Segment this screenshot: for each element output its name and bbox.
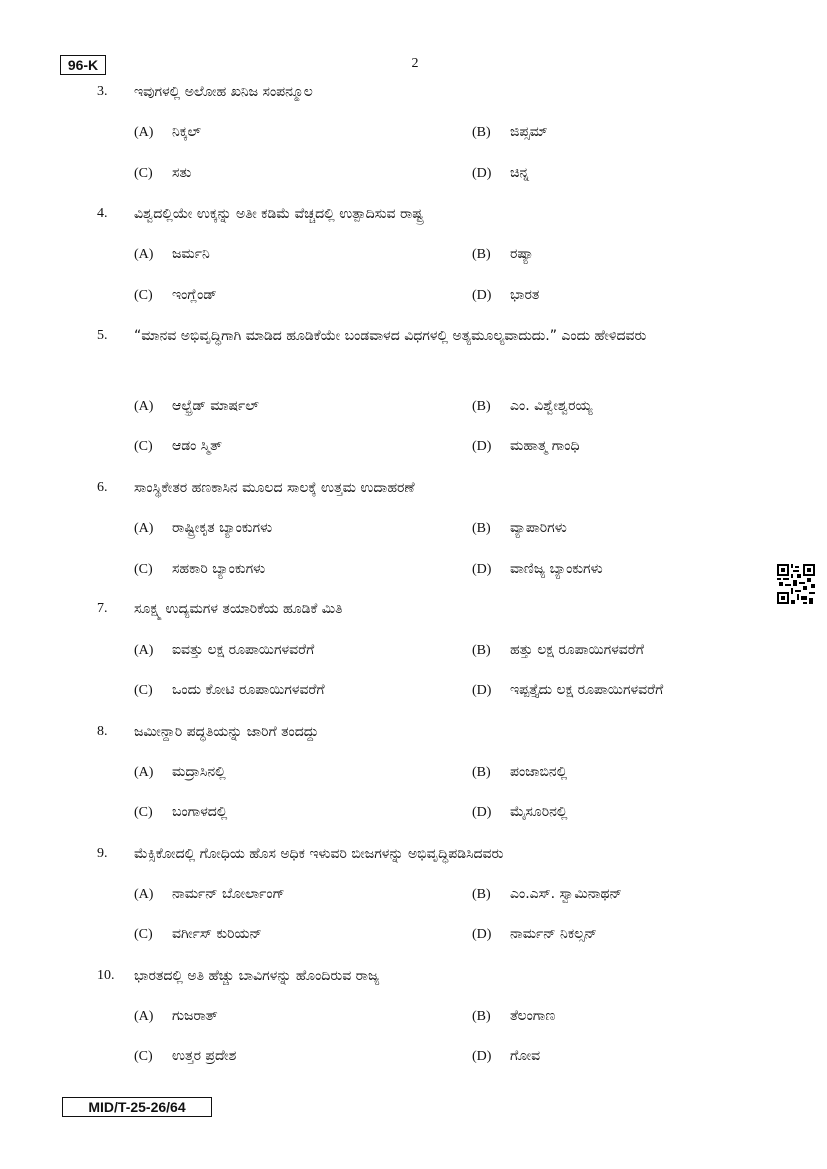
option-d: (D) ಚಿನ್ನ xyxy=(472,165,530,181)
option-a: (A) ನಿಕ್ಕಲ್ xyxy=(134,124,202,140)
footer-paper-code: MID/T-25-26/64 xyxy=(62,1097,212,1117)
question-text: ಸಾಂಸ್ಥಿಕೇತರ ಹಣಕಾಸಿನ ಮೂಲದ ಸಾಲಕ್ಕೆ ಉತ್ತಮ ಉದಾಹರಣೆ xyxy=(134,480,415,496)
option-a: (A) ಮದ್ರಾಸಿನಲ್ಲಿ xyxy=(134,764,226,780)
option-a: (A) ಆಲ್ಫ್ರೆಡ್ ಮಾರ್ಷಲ್ xyxy=(134,398,259,414)
question-number: 9. xyxy=(97,846,108,861)
page-number: 2 xyxy=(411,56,419,71)
question-text: ಇವುಗಳಲ್ಲಿ ಅಲೋಹ ಖನಿಜ ಸಂಪನ್ಮೂಲ xyxy=(134,84,313,100)
option-c: (C) ಆಡಂ ಸ್ಮಿತ್ xyxy=(134,438,223,454)
question-text: ಮೆಕ್ಸಿಕೋದಲ್ಲಿ ಗೋಧಿಯ ಹೊಸ ಅಧಿಕ ಇಳುವರಿ ಬೀಜಗಳನ್ನು ಅಭಿವೃದ್ಧಿಪಡಿಸಿದವರು xyxy=(134,846,504,862)
option-a: (A) ಐವತ್ತು ಲಕ್ಷ ರೂಪಾಯಿಗಳವರೆಗೆ xyxy=(134,642,315,658)
option-d: (D) ಮಹಾತ್ಮ ಗಾಂಧಿ xyxy=(472,438,580,454)
question-number: 6. xyxy=(97,480,108,495)
option-c: (C) ವರ್ಗೀಸ್ ಕುರಿಯನ್ xyxy=(134,926,262,942)
question-number: 4. xyxy=(97,206,108,221)
option-d: (D) ಗೋವ xyxy=(472,1048,541,1064)
question-text: ಜಮೀನ್ದಾರಿ ಪದ್ಧತಿಯನ್ನು ಜಾರಿಗೆ ತಂದದ್ದು xyxy=(134,724,319,740)
question-number: 10. xyxy=(97,968,115,983)
qr-code-icon xyxy=(777,564,815,604)
question-text: ವಿಶ್ವದಲ್ಲಿಯೇ ಉಕ್ಕನ್ನು ಅತೀ ಕಡಿಮೆ ವೆಚ್ಚದಲ್ಲಿ ಉತ್ಪಾದಿಸುವ ರಾಷ್ಟ್ರ xyxy=(134,206,424,222)
option-b: (B) ಹತ್ತು ಲಕ್ಷ ರೂಪಾಯಿಗಳವರೆಗೆ xyxy=(472,642,644,658)
question-number: 8. xyxy=(97,724,108,739)
option-c: (C) ಇಂಗ್ಲೆಂಡ್ xyxy=(134,287,217,303)
option-b: (B) ವ್ಯಾಪಾರಿಗಳು xyxy=(472,520,567,536)
question-number: 3. xyxy=(97,84,108,99)
option-b: (B) ಜಿಪ್ಸಮ್ xyxy=(472,124,548,140)
option-b: (B) ಎಂ. ವಿಶ್ವೇಶ್ವರಯ್ಯ xyxy=(472,398,593,414)
option-c: (C) ಉತ್ತರ ಪ್ರದೇಶ xyxy=(134,1048,237,1064)
option-a: (A) ನಾರ್ಮನ್ ಬೋರ್ಲಾಂಗ್ xyxy=(134,886,285,902)
option-b: (B) ತೆಲಂಗಾಣ xyxy=(472,1008,556,1024)
option-b: (B) ರಷ್ಯಾ xyxy=(472,246,534,262)
option-c: (C) ಸಹಕಾರಿ ಬ್ಯಾಂಕುಗಳು xyxy=(134,561,266,577)
question-text: ಭಾರತದಲ್ಲಿ ಅತಿ ಹೆಚ್ಚು ಬಾವಿಗಳನ್ನು ಹೊಂದಿರುವ ರಾಜ್ಯ xyxy=(134,968,380,984)
option-b: (B) ಪಂಜಾಬಿನಲ್ಲಿ xyxy=(472,764,568,780)
option-d: (D) ಮೈಸೂರಿನಲ್ಲಿ xyxy=(472,804,568,820)
option-b: (B) ಎಂ.ಎಸ್. ಸ್ವಾಮಿನಾಥನ್ xyxy=(472,886,622,902)
paper-code-badge: 96-K xyxy=(60,55,106,75)
option-c: (C) ಬಂಗಾಳದಲ್ಲಿ xyxy=(134,804,228,820)
option-c: (C) ಒಂದು ಕೋಟಿ ರೂಪಾಯಿಗಳವರೆಗೆ xyxy=(134,682,325,698)
question-number: 5. xyxy=(97,328,108,343)
option-a: (A) ರಾಷ್ಟ್ರೀಕೃತ ಬ್ಯಾಂಕುಗಳು xyxy=(134,520,273,536)
question-text: “ಮಾನವ ಅಭಿವೃದ್ಧಿಗಾಗಿ ಮಾಡಿದ ಹೂಡಿಕೆಯೇ ಬಂಡವಾಳದ ವಿಧಗಳಲ್ಲಿ ಅತ್ಯಮೂಲ್ಯವಾದುದು.” ಎಂದು ಹೇಳಿದವರು xyxy=(134,328,647,344)
option-d: (D) ವಾಣಿಜ್ಯ ಬ್ಯಾಂಕುಗಳು xyxy=(472,561,603,577)
option-d: (D) ಭಾರತ xyxy=(472,287,540,303)
question-text: ಸೂಕ್ಷ್ಮ ಉದ್ಯಮಗಳ ತಯಾರಿಕೆಯ ಹೂಡಿಕೆ ಮಿತಿ xyxy=(134,601,343,617)
option-a: (A) ಗುಜರಾತ್ xyxy=(134,1008,218,1024)
option-d: (D) ಇಪ್ಪತ್ತೈದು ಲಕ್ಷ ರೂಪಾಯಿಗಳವರೆಗೆ xyxy=(472,682,664,698)
question-number: 7. xyxy=(97,601,108,616)
option-a: (A) ಜರ್ಮನಿ xyxy=(134,246,210,262)
option-c: (C) ಸತು xyxy=(134,165,192,181)
option-d: (D) ನಾರ್ಮನ್ ನಿಕಲ್ಸನ್ xyxy=(472,926,597,942)
